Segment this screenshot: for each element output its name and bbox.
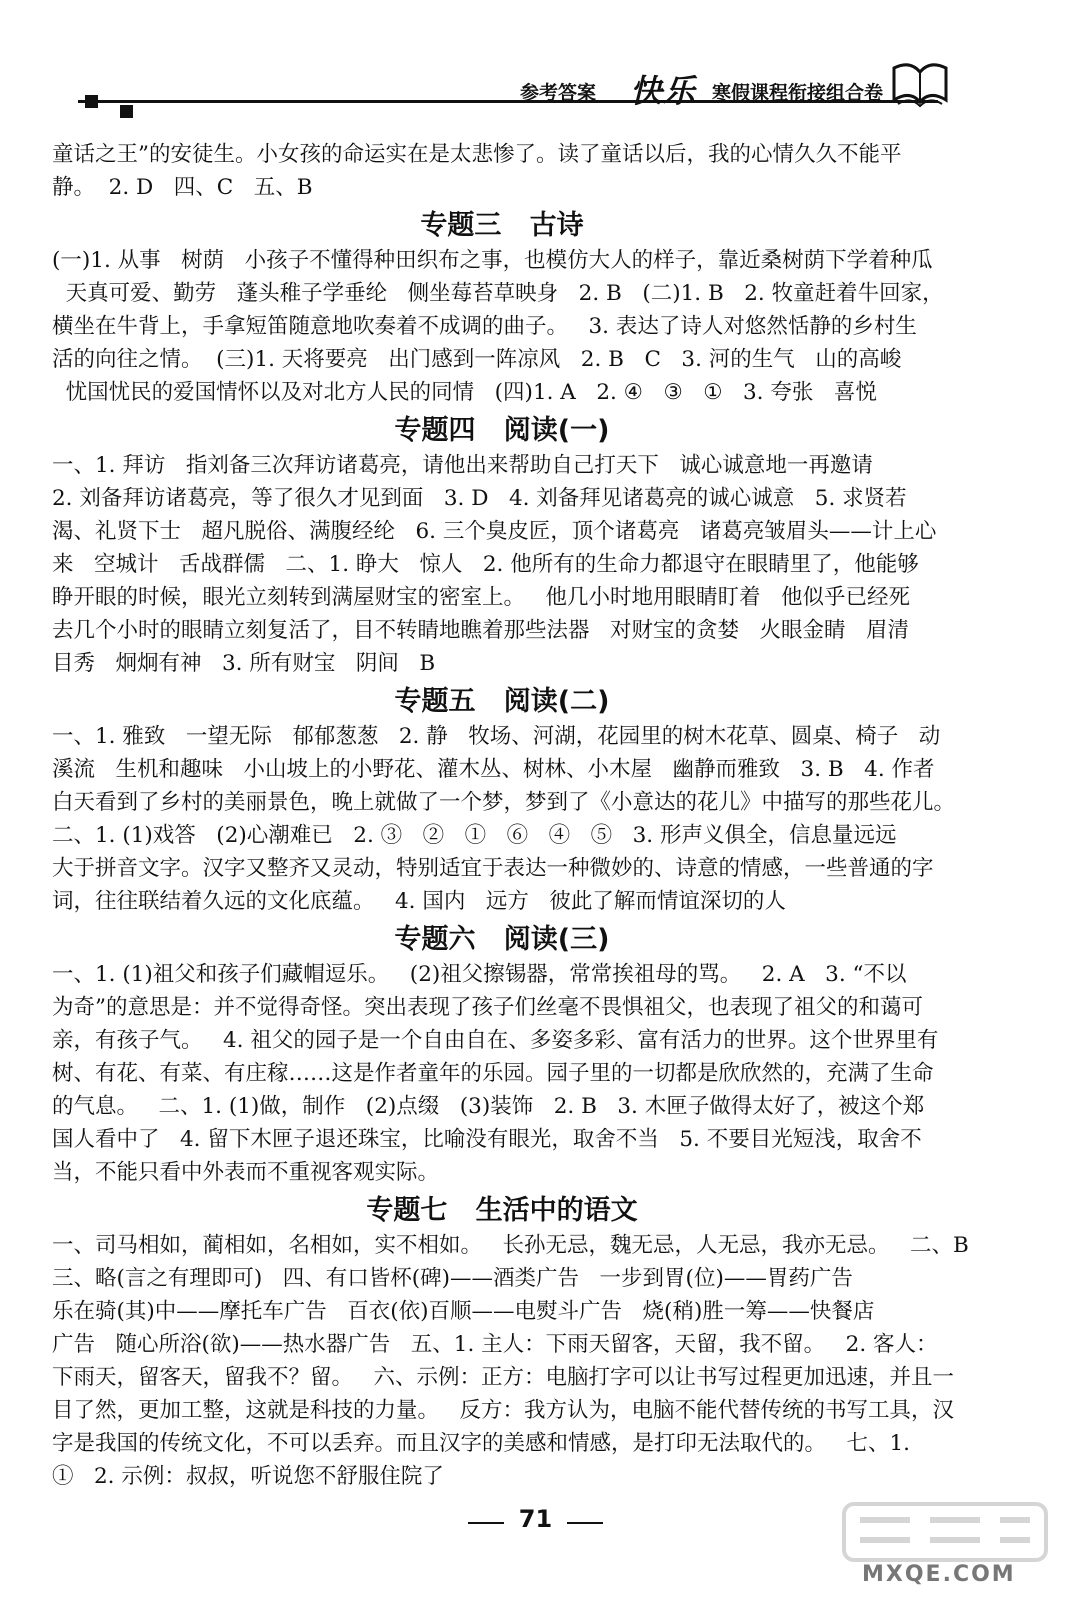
answer-line: 忧国忧民的爱国情怀以及对北方人民的同情 (四)1. A 2. ④ ③ ① 3. 夸张 喜悦 — [52, 380, 877, 405]
answer-line: 横坐在牛背上，手拿短笛随意地吹奏着不成调的曲子。 3. 表达了诗人对悠然恬静的乡村生 — [52, 314, 917, 339]
section-title: 专题五 阅读(二) — [394, 686, 610, 717]
section-title: 专题七 生活中的语文 — [366, 1195, 638, 1226]
answer-paragraph — [52, 1229, 969, 1493]
answer-line: 三、略(言之有理即可) 四、有口皆杯(碑)——酒类广告 一步到胃(位)——胃药广告 — [52, 1266, 853, 1291]
answer-line: (一)1. 从事 树荫 小孩子不懂得种田织布之事，也模仿大人的样子，靠近桑树荫下学着种瓜 — [52, 248, 933, 273]
footer-dash — [567, 1522, 603, 1524]
answer-line: 2. 刘备拜访诸葛亮，等了很久才见到面 3. D 4. 刘备拜见诸葛亮的诚心诚意 5. 求贤若 — [52, 486, 907, 511]
header-square-decoration — [120, 105, 133, 118]
answer-paragraph — [52, 244, 952, 409]
answer-line: 字是我国的传统文化，不可以丢弃。而且汉字的美感和情感，是打印无法取代的。 七、1. — [52, 1431, 911, 1456]
answer-line: 睁开眼的时候，眼光立刻转到满屋财宝的密室上。 他几小时地用眼睛盯着 他似乎已经死 — [52, 585, 911, 610]
answer-line: 溪流 生机和趣味 小山坡上的小野花、灌木丛、树林、小木屋 幽静而雅致 3. B 4. 作者 — [52, 757, 935, 782]
answer-line: 一、1. (1)祖父和孩子们藏帽逗乐。 (2)祖父擦锡器，常常挨祖母的骂。 2. A 3. “不以 — [52, 962, 907, 987]
header-series-title: 寒假课程衔接组合卷 — [712, 82, 884, 104]
book-icon — [890, 60, 950, 110]
page-header — [0, 0, 1071, 125]
header-square-decoration — [85, 95, 98, 108]
answer-line: 静。 2. D 四、C 五、B — [52, 175, 313, 200]
watermark-text: MXQE.COM — [862, 1562, 1016, 1587]
answer-line: 词，往往联结着久远的文化底蕴。 4. 国内 远方 彼此了解而情谊深切的人 — [52, 889, 786, 914]
answer-line: 二、1. (1)戏答 (2)心潮难已 2. ③ ② ① ⑥ ④ ⑤ 3. 形声义俱全，信息量远远 — [52, 823, 897, 848]
footer-dash — [468, 1522, 504, 1524]
answer-paragraph — [52, 449, 952, 680]
answer-line: 一、1. 雅致 一望无际 郁郁葱葱 2. 静 牧场、河湖，花园里的树木花草、圆桌、椅子 动 — [52, 724, 941, 749]
answer-line: 白天看到了乡村的美丽景色，晚上就做了一个梦，梦到了《小意达的花儿》中描写的那些花儿。 — [52, 790, 956, 815]
header-brand: 快乐 — [630, 72, 697, 110]
answer-line: 乐在骑(其)中——摩托车广告 百衣(依)百顺——电熨斗广告 烧(稍)胜一筹——快餐店 — [52, 1299, 875, 1324]
answer-line: 去几个小时的眼睛立刻复活了，目不转睛地瞧着那些法器 对财宝的贪婪 火眼金睛 眉清 — [52, 618, 910, 643]
answer-line: 活的向往之情。 (三)1. 天将要亮 出门感到一阵凉风 2. B C 3. 河的生气 山的高峻 — [52, 347, 902, 372]
answer-line: 一、1. 拜访 指刘备三次拜访诸葛亮，请他出来帮助自己打天下 诚心诚意地一再邀请 — [52, 453, 873, 478]
answer-line: 一、司马相如，蔺相如，名相如，实不相如。 长孙无忌，魏无忌，人无忌，我亦无忌。 二、B — [52, 1233, 969, 1258]
answer-line: 天真可爱、勤劳 蓬头稚子学垂纶 侧坐莓苔草映身 2. B (二)1. B 2. 牧童赶着牛回家， — [52, 281, 944, 306]
answer-line: 当，不能只看中外表而不重视客观实际。 — [52, 1160, 440, 1185]
answer-line: 国人看中了 4. 留下木匣子退还珠宝，比喻没有眼光，取舍不当 5. 不要目光短浅，取舍不 — [52, 1127, 922, 1152]
section-title: 专题六 阅读(三) — [394, 924, 610, 955]
answer-line: ① 2. 示例：叔叔，听说您不舒服住院了 — [52, 1464, 444, 1489]
answer-paragraph — [52, 958, 952, 1189]
answer-paragraph — [52, 138, 952, 204]
section-title: 专题四 阅读(一) — [394, 415, 610, 446]
answer-line: 树、有花、有菜、有庄稼……这是作者童年的乐园。园子里的一切都是欣欣然的，充满了生命 — [52, 1061, 934, 1086]
answer-line: 的气息。 二、1. (1)做，制作 (2)点缀 (3)装饰 2. B 3. 木匣子做得太好了，被这个郑 — [52, 1094, 925, 1119]
answer-line: 渴、礼贤下士 超凡脱俗、满腹经纶 6. 三个臭皮匠，顶个诸葛亮 诸葛亮皱眉头——计上心 — [52, 519, 937, 544]
section-title: 专题三 古诗 — [420, 210, 584, 241]
answer-line: 广告 随心所浴(欲)——热水器广告 五、1. 主人：下雨天留客，天留，我不留。 2. 客人： — [52, 1332, 938, 1357]
answer-line: 大于拼音文字。汉字又整齐又灵动，特别适宜于表达一种微妙的、诗意的情感，一些普通的字 — [52, 856, 934, 881]
answer-content — [52, 138, 969, 1493]
answer-line: 亲，有孩子气。 4. 祖父的园子是一个自由自在、多姿多彩、富有活力的世界。这个世界里有 — [52, 1028, 939, 1053]
answer-line: 为奇”的意思是：并不觉得奇怪。突出表现了孩子们丝毫不畏惧祖父，也表现了祖父的和蔼可 — [52, 995, 923, 1020]
answer-line: 下雨天，留客天，留我不？留。 六、示例：正方：电脑打字可以让书写过程更加迅速，并且一 — [52, 1365, 955, 1390]
answer-line: 童话之王”的安徒生。小女孩的命运实在是太悲惨了。读了童话以后，我的心情久久不能平 — [52, 142, 902, 167]
answer-paragraph — [52, 720, 956, 918]
header-answer-label: 参考答案 — [520, 82, 597, 104]
answer-line: 目了然，更加工整，这就是科技的力量。 反方：我方认为，电脑不能代替传统的书写工具，汉 — [52, 1398, 955, 1423]
page-number: 71 — [518, 1505, 553, 1533]
answer-line: 来 空城计 舌战群儒 二、1. 睁大 惊人 2. 他所有的生命力都退守在眼睛里了，他能够 — [52, 552, 919, 577]
answer-line: 目秀 炯炯有神 3. 所有财宝 阴间 B — [52, 651, 436, 676]
